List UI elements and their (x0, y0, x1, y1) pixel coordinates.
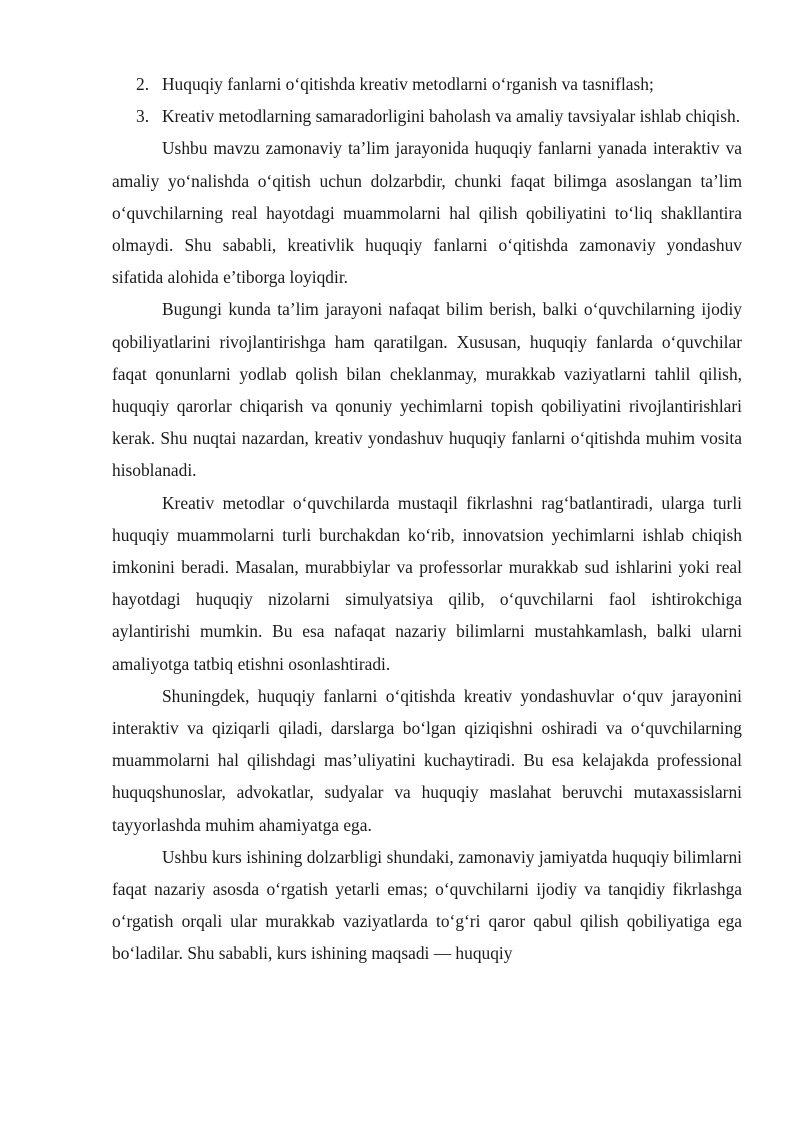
list-number: 3. (136, 106, 150, 127)
list-item-text: Kreativ metodlarning samaradorligini baholash va amaliy tavsiyalar ishlab chiqish. (162, 106, 741, 127)
numbered-list (112, 68, 742, 132)
list-item (112, 68, 742, 100)
paragraph: Ushbu mavzu zamonaviy ta’lim jarayonida huquqiy fanlarni yanada interaktiv va amaliy yo‘nalishda o‘qitish uchun dolzarbdir, chunki faqat bilimga asoslangan ta’lim o‘quvchilarning real hayotdagi muammolarni hal qilish qobiliyatini to‘liq shakllantira olmaydi. Shu sababli, kreativlik huquqiy fanlarni o‘qitishda zamonaviy yondashuv sifatida alohida e’tiborga loyiqdir. (112, 138, 742, 288)
list-item-text: Huquqiy fanlarni o‘qitishda kreativ metodlarni o‘rganish va tasniflash; (162, 74, 654, 94)
list-number: 2. (136, 74, 150, 94)
document-page (112, 68, 742, 970)
paragraph: Kreativ metodlar o‘quvchilarda mustaqil fikrlashni rag‘batlantiradi, ularga turli huquqiy muammolarni turli burchakdan ko‘rib, innovatsion yechimlarni ishlab chiqish imkonini beradi. Masalan, murabbiylar va professorlar murakkab sud ishlarini yoki real hayotdagi huquqiy nizolarni simulyatsiya qilib, o‘quvchilarni faol ishtirokchiga aylantirishi mumkin. Bu esa nafaqat nazariy bilimlarni mustahkamlash, balki ularni amaliyotga tatbiq etishni osonlashtiradi. (112, 492, 742, 674)
list-item (112, 100, 742, 132)
paragraph: Shuningdek, huquqiy fanlarni o‘qitishda kreativ yondashuvlar o‘quv jarayonini interaktiv va qiziqarli qiladi, darslarga bo‘lgan qiziqishni oshiradi va o‘quvchilarning muammolarni hal qilishdagi mas’uliyatini kuchaytiradi. Bu esa kelajakda professional huquqshunoslar, advokatlar, sudyalar va huquqiy maslahat beruvchi mutaxassislarni tayyorlashda muhim ahamiyatga ega. (112, 685, 742, 835)
paragraph: Ushbu kurs ishining dolzarbligi shundaki, zamonaviy jamiyatda huquqiy bilimlarni faqat nazariy asosda o‘rgatish yetarli emas; o‘quvchilarni ijodiy va tanqidiy fikrlashga o‘rgatish orqali ular murakkab vaziyatlarda to‘g‘ri qaror qabul qilish qobiliyatiga ega bo‘ladilar. Shu sababli, kurs ishining maqsadi — huquqiy (112, 846, 742, 964)
paragraph: Bugungi kunda ta’lim jarayoni nafaqat bilim berish, balki o‘quvchilarning ijodiy qobiliyatlarini rivojlantirishga ham qaratilgan. Xususan, huquqiy fanlarda o‘quvchilar faqat qonunlarni yodlab qolish bilan cheklanmay, murakkab vaziyatlarni tahlil qilish, huquqiy qarorlar chiqarish va qonuniy yechimlarni topish qobiliyatini rivojlantirishlari kerak. Shu nuqtai nazardan, kreativ yondashuv huquqiy fanlarni o‘qitishda muhim vosita hisoblanadi. (112, 299, 742, 481)
